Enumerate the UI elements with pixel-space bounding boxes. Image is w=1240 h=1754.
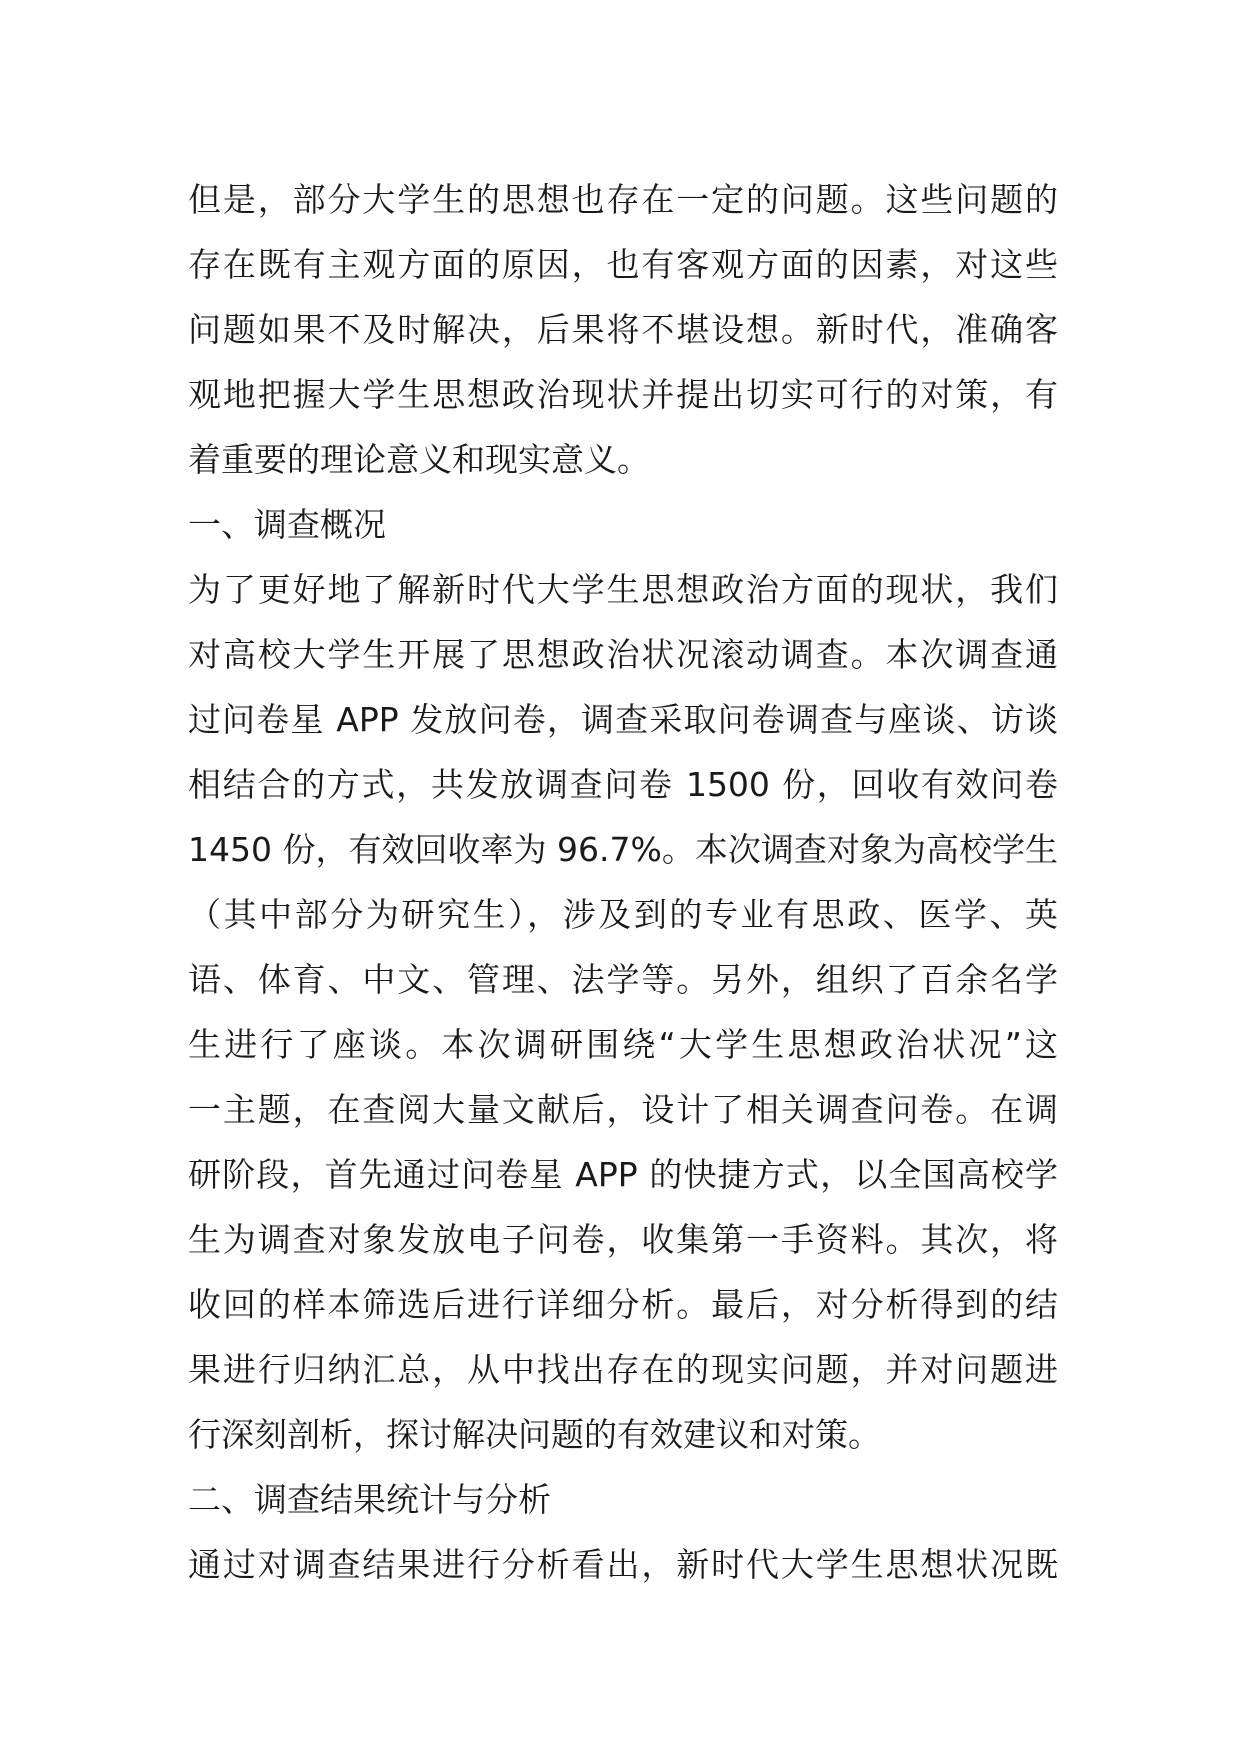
text-line: 果进行归纳汇总，从中找出存在的现实问题，并对问题进 (188, 1350, 1058, 1389)
text-line: 一主题，在查阅大量文献后，设计了相关调查问卷。在调 (188, 1090, 1058, 1129)
section-heading: 一、调查概况 (188, 505, 386, 544)
text-line: 着重要的理论意义和现实意义。 (188, 440, 650, 479)
text-line: 但是，部分大学生的思想也存在一定的问题。这些问题的 (188, 180, 1058, 219)
text-line: 行深刻剖析，探讨解决问题的有效建议和对策。 (188, 1415, 881, 1454)
text-line: （其中部分为研究生），涉及到的专业有思政、医学、英 (188, 895, 1058, 934)
text-line: 存在既有主观方面的原因，也有客观方面的因素，对这些 (188, 245, 1058, 284)
text-line: 对高校大学生开展了思想政治状况滚动调查。本次调查通 (188, 635, 1058, 674)
document-page (188, 167, 1058, 1597)
text-line: 生进行了座谈。本次调研围绕“大学生思想政治状况”这 (188, 1025, 1058, 1064)
text-line: 观地把握大学生思想政治现状并提出切实可行的对策，有 (188, 375, 1058, 414)
text-line: 为了更好地了解新时代大学生思想政治方面的现状，我们 (188, 570, 1058, 609)
text-line: 问题如果不及时解决，后果将不堪设想。新时代，准确客 (188, 310, 1058, 349)
text-line: 1450 份，有效回收率为 96.7%。本次调查对象为高校学生 (188, 830, 1058, 869)
text-line: 研阶段，首先通过问卷星 APP 的快捷方式，以全国高校学 (188, 1155, 1058, 1194)
text-line: 通过对调查结果进行分析看出，新时代大学生思想状况既 (188, 1545, 1058, 1584)
text-line: 相结合的方式，共发放调查问卷 1500 份，回收有效问卷 (188, 765, 1058, 804)
text-line: 生为调查对象发放电子问卷，收集第一手资料。其次，将 (188, 1220, 1058, 1259)
section-heading: 二、调查结果统计与分析 (188, 1480, 551, 1519)
text-line: 过问卷星 APP 发放问卷，调查采取问卷调查与座谈、访谈 (188, 700, 1058, 739)
text-line: 收回的样本筛选后进行详细分析。最后，对分析得到的结 (188, 1285, 1058, 1324)
text-line: 语、体育、中文、管理、法学等。另外，组织了百余名学 (188, 960, 1058, 999)
